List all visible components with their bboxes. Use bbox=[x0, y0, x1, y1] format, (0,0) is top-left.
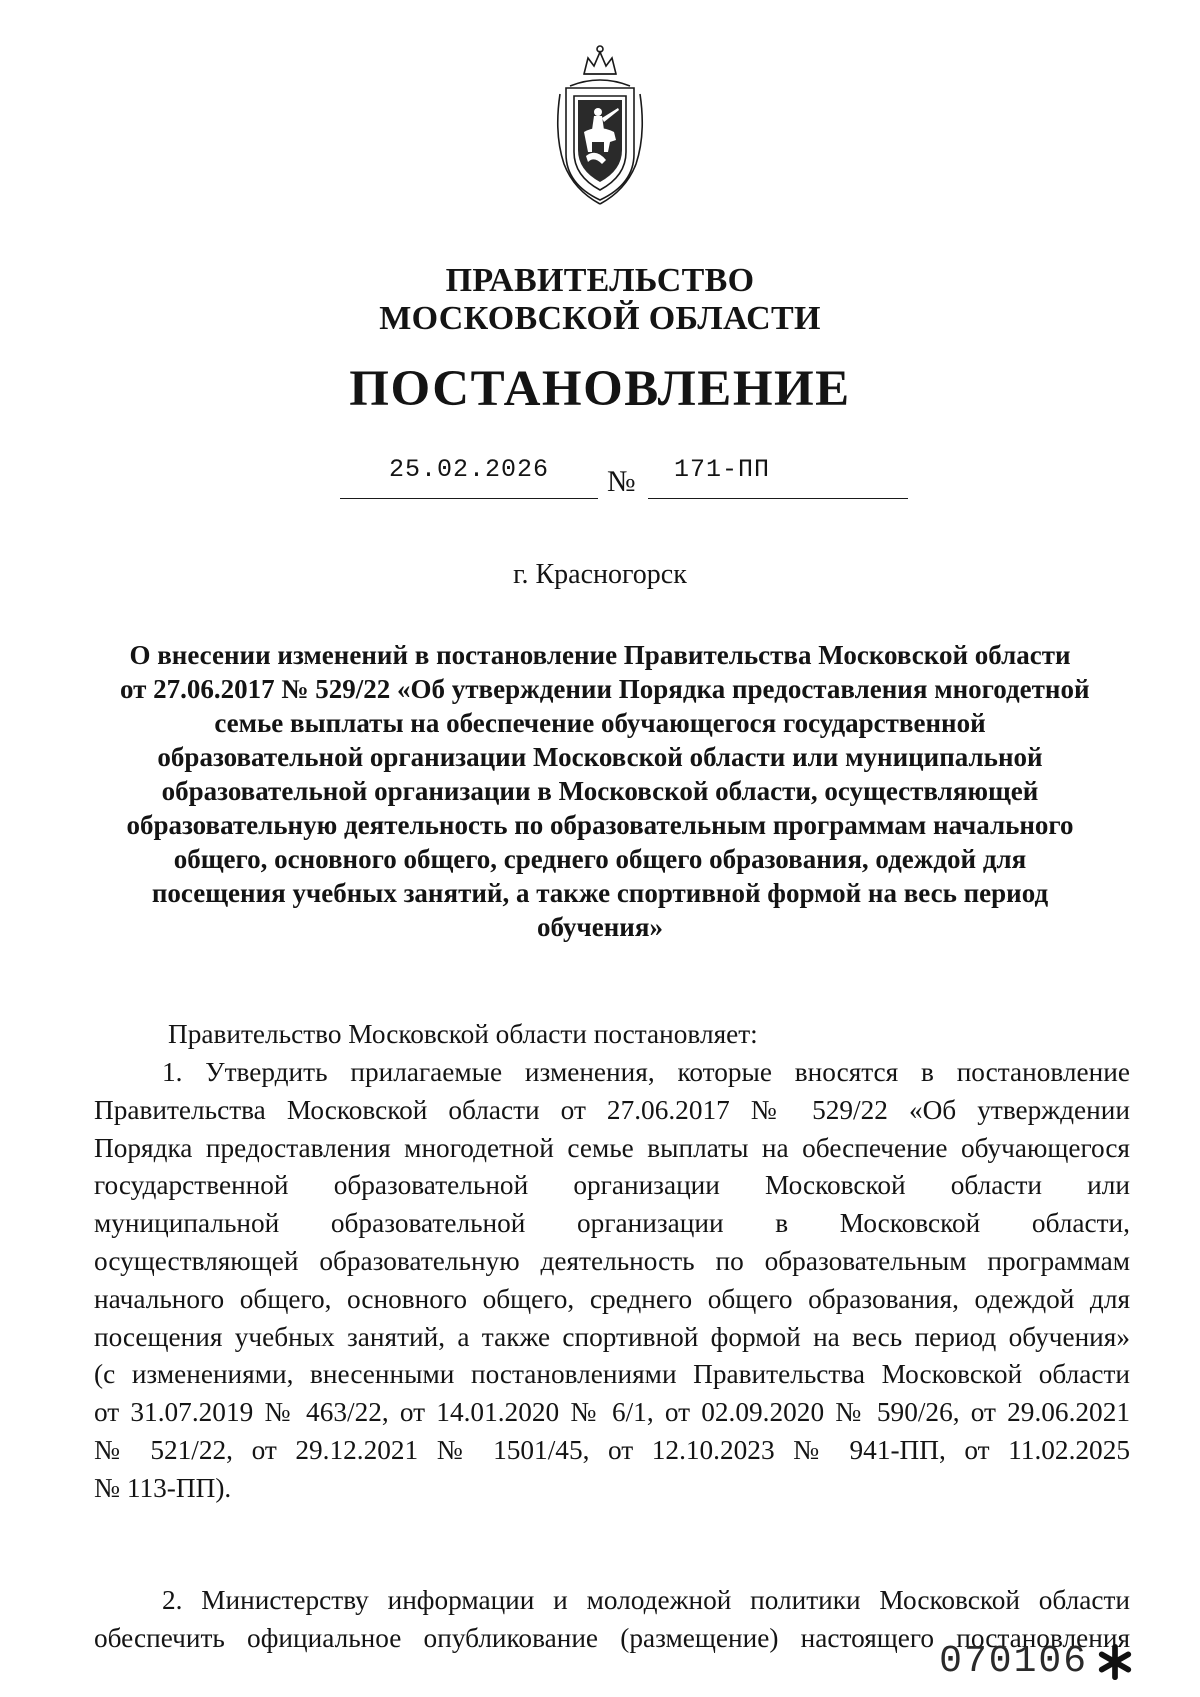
title-line: образовательную деятельность по образовательным программам начального bbox=[126, 810, 1074, 840]
title-line: от 27.06.2017 № 529/22 «Об утверждении Порядка предоставления многодетной bbox=[120, 674, 1090, 704]
title-line: О внесении изменений в постановление Правительства Московской области bbox=[129, 640, 1071, 670]
paragraph-line: муниципальной образовательной организации в Московской области, bbox=[94, 1208, 1130, 1239]
title-line: образовательной организации в Московской области, осуществляющей bbox=[161, 776, 1039, 806]
page-footer bbox=[939, 1640, 1134, 1683]
paragraph-line: Правительства Московской области от 27.06.2017 № 529/22 «Об утверждении bbox=[94, 1094, 1130, 1125]
title-line: обучения» bbox=[537, 912, 663, 942]
registration-row bbox=[0, 450, 1200, 500]
asterisk-icon bbox=[1096, 1643, 1134, 1681]
paragraph-line: посещения учебных занятий, а также спортивной формой на весь период обучения» bbox=[94, 1321, 1130, 1352]
document-title bbox=[120, 638, 1090, 944]
paragraph-line: № 113-ПП). bbox=[94, 1472, 232, 1503]
intro-text: Правительство Московской области постановляет: bbox=[168, 1019, 758, 1049]
paragraph-line: 1. Утвердить прилагаемые изменения, которые вносятся в постановление bbox=[162, 1057, 1130, 1087]
number-field bbox=[648, 450, 908, 499]
title-line: образовательной организации Московской области или муниципальной bbox=[157, 742, 1043, 772]
organization-name-line1: ПРАВИТЕЛЬСТВО bbox=[445, 262, 755, 299]
number-sign: № bbox=[607, 465, 636, 498]
document-type: ПОСТАНОВЛЕНИЕ bbox=[349, 361, 851, 417]
paragraph-line: № 521/22, от 29.12.2021 № 1501/45, от 12.10.2023 № 941-ПП, от 11.02.2025 bbox=[94, 1434, 1130, 1465]
paragraph-1 bbox=[94, 1054, 1130, 1508]
document-number: 171-ПП bbox=[674, 455, 771, 484]
paragraph-line: Порядка предоставления многодетной семье выплаты на обеспечение обучающегося bbox=[94, 1132, 1130, 1163]
paragraph-line: (с изменениями, внесенными постановлениями Правительства Московской области bbox=[94, 1359, 1130, 1390]
paragraph-line: обеспечить официальное опубликование (размещение) настоящего постановления bbox=[94, 1622, 1130, 1653]
organization-name-line2: МОСКОВСКОЙ ОБЛАСТИ bbox=[379, 300, 821, 337]
city: г. Красногорск bbox=[513, 559, 687, 590]
document-date: 25.02.2026 bbox=[388, 455, 550, 484]
title-line: посещения учебных занятий, а также спортивной формой на весь период bbox=[151, 878, 1049, 908]
title-line: общего, основного общего, среднего общего образования, одеждой для bbox=[173, 844, 1027, 874]
title-line: семье выплаты на обеспечение обучающегося государственной bbox=[214, 708, 986, 738]
paragraph-line: 2. Министерству информации и молодежной политики Московской области bbox=[162, 1585, 1130, 1615]
paragraph-line: государственной образовательной организации Московской области или bbox=[94, 1170, 1130, 1201]
paragraph-line: от 31.07.2019 № 463/22, от 14.01.2020 № 6/1, от 02.09.2020 № 590/26, от 29.06.2021 bbox=[94, 1397, 1130, 1428]
coat-of-arms-icon bbox=[548, 44, 652, 206]
date-field bbox=[340, 450, 598, 499]
intro-paragraph bbox=[94, 1016, 1130, 1054]
paragraph-line: начального общего, основного общего, среднего общего образования, одеждой для bbox=[94, 1283, 1130, 1314]
document-code: 070106 bbox=[939, 1640, 1088, 1683]
paragraph-line: осуществляющей образовательную деятельность по образовательным программам bbox=[94, 1245, 1130, 1276]
